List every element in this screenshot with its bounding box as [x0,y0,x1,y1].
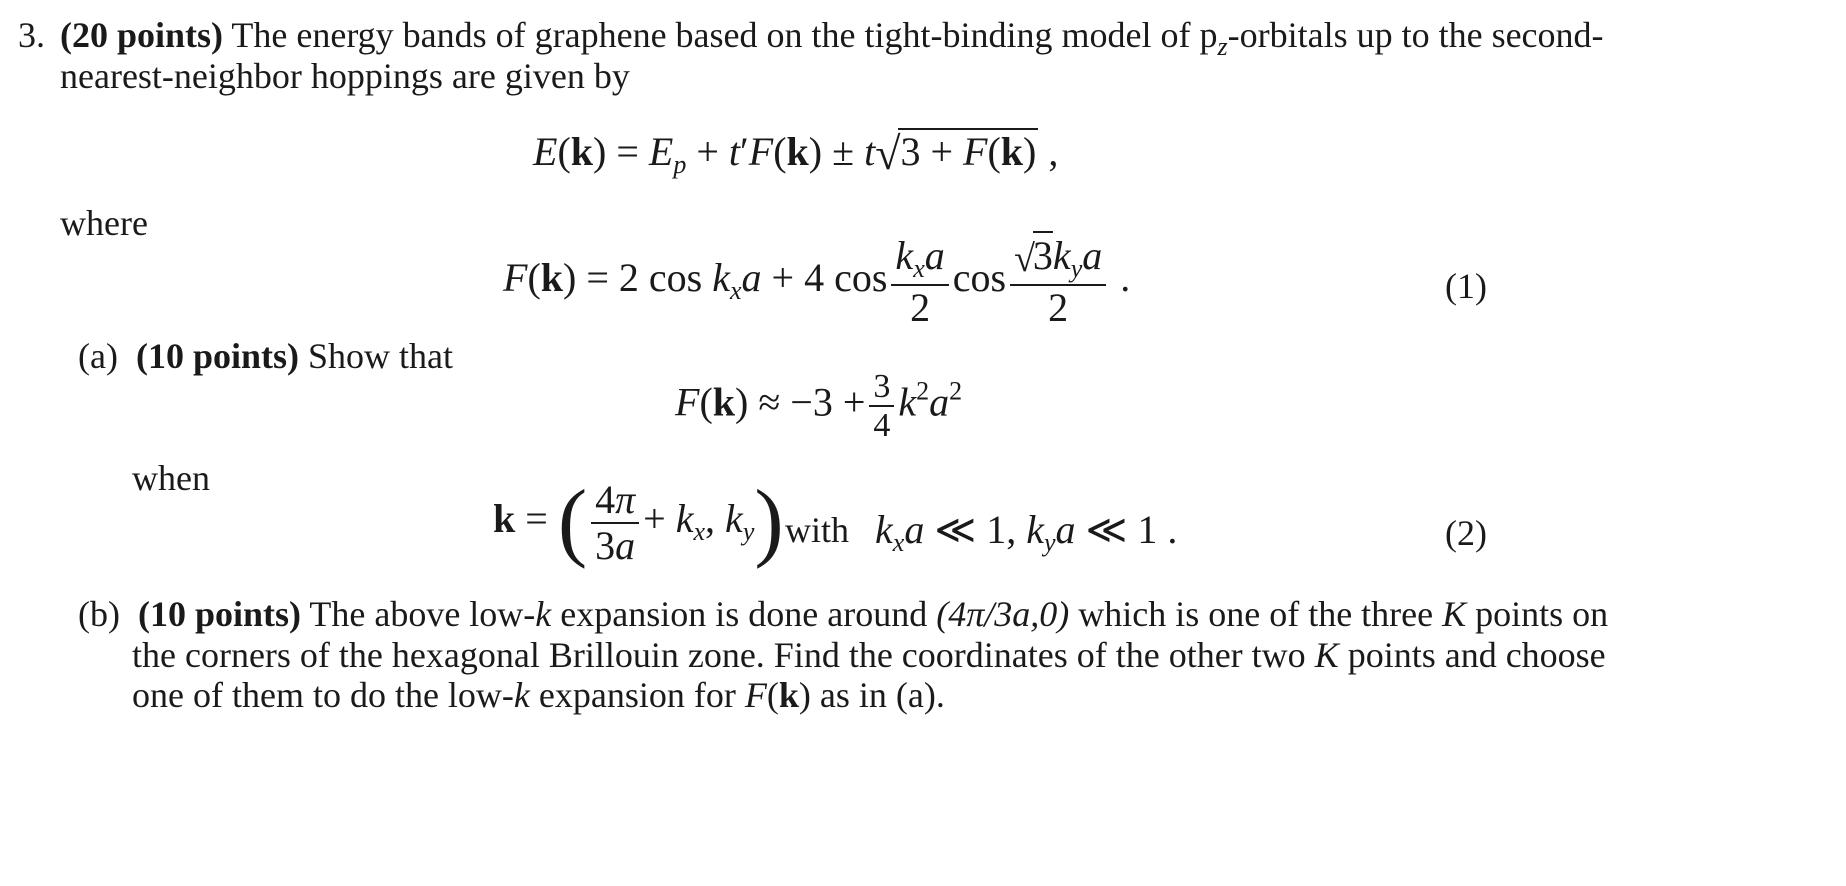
equation-number-2: (2) [1445,513,1487,553]
when-label: when [132,458,210,498]
k-vector-equation: k = ( $\frac{4\pi}{3a}$ + $k_x$, $k_y$) [493,473,784,571]
with-label: with [785,510,850,550]
problem-statement-line2: nearest-neighbor hoppings are given by [60,56,630,96]
part-b-points: (10 points) [137,594,302,634]
part-a-statement: (a) (10 points) Show that [78,336,454,376]
energy-band-equation: $E(k) = E_p + t'F(k) \pm t√3 + F(k)$ , [533,128,1059,179]
problem-points: (20 points) [60,15,224,55]
small-k-condition: $k_xa$ ≪ 1, $k_ya$ ≪ 1 . [875,507,1178,557]
part-b-line3: one of them to do the low-k expansion for F(k) as in (a). [132,675,945,715]
f-approximation-equation: F(k) ≈ −3 + $\frac{3}{4}$ $k^2a^2$ [675,368,963,445]
part-a-label: (a) [78,336,118,376]
f-of-k-equation: F(k) = 2 $\cos k_xa + 4$ cos $\frac{k_xa}{2}$ cos $\frac{√3k_ya}{2}$ . [503,233,1131,330]
part-a-points: (10 points) [135,336,299,376]
where-label: where [60,203,148,243]
problem-number: 3. [18,15,45,55]
part-b-label: (b) [78,594,120,634]
problem-statement-line1: (20 points) The energy bands of graphene based on the tight-binding model of $p_z$-orbitals up to the second- [60,15,1604,61]
part-b-line2: the corners of the hexagonal Brillouin zone. Find the coordinates of the other two K points and choose [132,635,1606,675]
part-b-line1: (b) (10 points) The above low-k expansion is done around (4π/3a,0) which is one of the three K points on [78,594,1609,634]
equation-number-1: (1) [1445,266,1487,306]
k-point-coordinates: (4π/3a,0) [936,594,1070,634]
